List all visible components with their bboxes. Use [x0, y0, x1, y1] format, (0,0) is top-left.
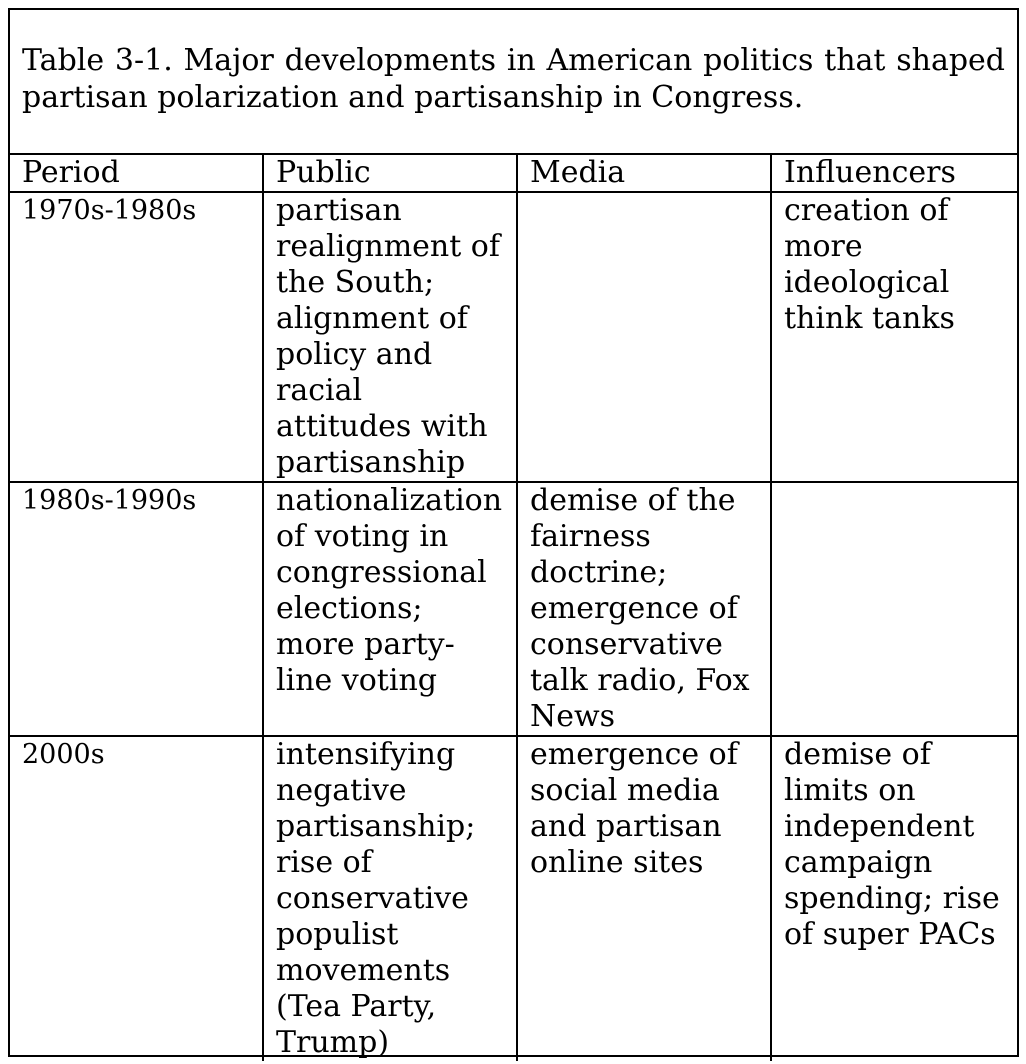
row-period: 1970s-1980s	[10, 192, 263, 482]
row-influencers: demise of limits on independent campaign spending; rise of super PACs	[771, 736, 1017, 1061]
row-period: 2000s	[10, 736, 263, 1061]
row-media: emergence of social media and partisan online sites	[517, 736, 771, 1061]
table-header-row	[10, 155, 1017, 192]
developments-table	[10, 155, 1017, 1061]
table-caption-cell	[10, 10, 1017, 155]
row-influencers	[771, 482, 1017, 736]
row-public: nationalization of voting in congressional elections; more party-line voting	[263, 482, 517, 736]
table-row	[10, 736, 1017, 1061]
row-public: partisan realignment of the South; alignment of policy and racial attitudes with partisanship	[263, 192, 517, 482]
header-public: Public	[263, 155, 517, 192]
table-row	[10, 482, 1017, 736]
table-caption: Table 3-1. Major developments in American politics that shaped partisan polarization and partisanship in Congress.	[22, 43, 1005, 115]
header-period: Period	[10, 155, 263, 192]
row-period: 1980s-1990s	[10, 482, 263, 736]
table-row	[10, 192, 1017, 482]
row-public: intensifying negative partisanship; rise of conservative populist movements (Tea Party, Trump)	[263, 736, 517, 1061]
header-influencers: Influencers	[771, 155, 1017, 192]
row-media	[517, 192, 771, 482]
header-media: Media	[517, 155, 771, 192]
row-influencers: creation of more ideological think tanks	[771, 192, 1017, 482]
document-frame	[8, 8, 1019, 1060]
row-media: demise of the fairness doctrine; emergence of conservative talk radio, Fox News	[517, 482, 771, 736]
